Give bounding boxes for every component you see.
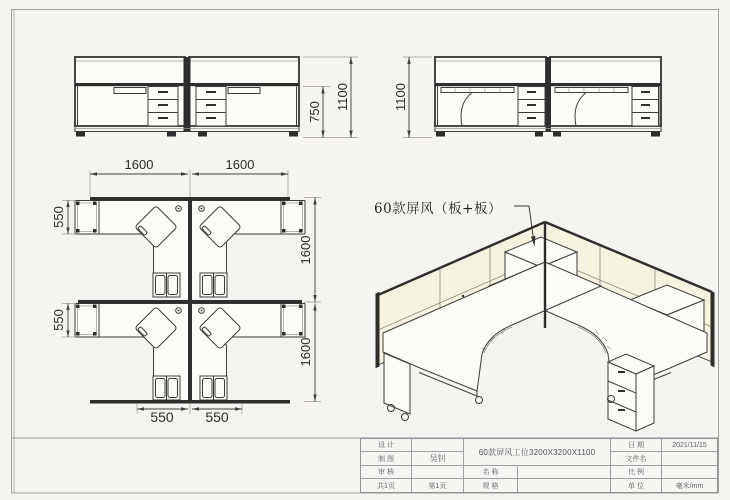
draft-label: 制 图 — [361, 452, 412, 466]
drawing-title: 60款屏风工位3200X3200X1100 — [464, 439, 611, 466]
total-pages: 共1页 — [361, 479, 412, 492]
dim-width-right: 1600 — [225, 157, 255, 172]
partition-callout-label: 60款屏风（板+板） — [374, 201, 502, 217]
unit-value: 毫米/mm — [675, 482, 704, 490]
isometric-view — [376, 206, 715, 431]
dim-length-lower: 1600 — [298, 337, 313, 367]
dim-desk-height: 750 — [307, 101, 322, 123]
front-elevation-view — [75, 57, 299, 137]
dim-total-height-side: 1100 — [393, 83, 408, 111]
side-elevation-dims — [393, 57, 432, 138]
front-elevation-dims — [303, 57, 358, 138]
design-value — [412, 439, 464, 452]
side-elevation-view — [435, 57, 661, 137]
design-label: 设 计 — [361, 439, 412, 452]
dim-total-height-front: 1100 — [335, 83, 350, 111]
dim-depth-lower: 550 — [51, 309, 66, 331]
dim-ped-right: 550 — [205, 409, 229, 425]
name-label: 名 称 — [464, 466, 518, 479]
audit-label: 审 核 — [361, 466, 412, 479]
name-value — [518, 466, 611, 479]
unit-label: 单 位 — [611, 479, 662, 492]
scale-label: 比 例 — [611, 466, 662, 479]
plan-view — [75, 197, 305, 404]
draft-value: 吴钊 — [412, 452, 464, 466]
scale-value — [662, 466, 717, 479]
spec-value — [518, 479, 611, 492]
audit-value — [412, 466, 464, 479]
dim-width-left: 1600 — [124, 157, 154, 172]
date-label: 日 期 — [611, 439, 662, 452]
dim-depth-upper: 550 — [51, 206, 66, 228]
page-no: 第1页 — [412, 479, 464, 492]
title-block — [360, 438, 718, 493]
dim-ped-left: 550 — [150, 409, 174, 425]
spec-label: 规 格 — [464, 479, 518, 492]
file-label: 文件名 — [611, 452, 662, 466]
date-value: 2021/11/15 — [662, 439, 717, 452]
dim-length-upper: 1600 — [298, 235, 313, 265]
file-value — [662, 452, 717, 466]
